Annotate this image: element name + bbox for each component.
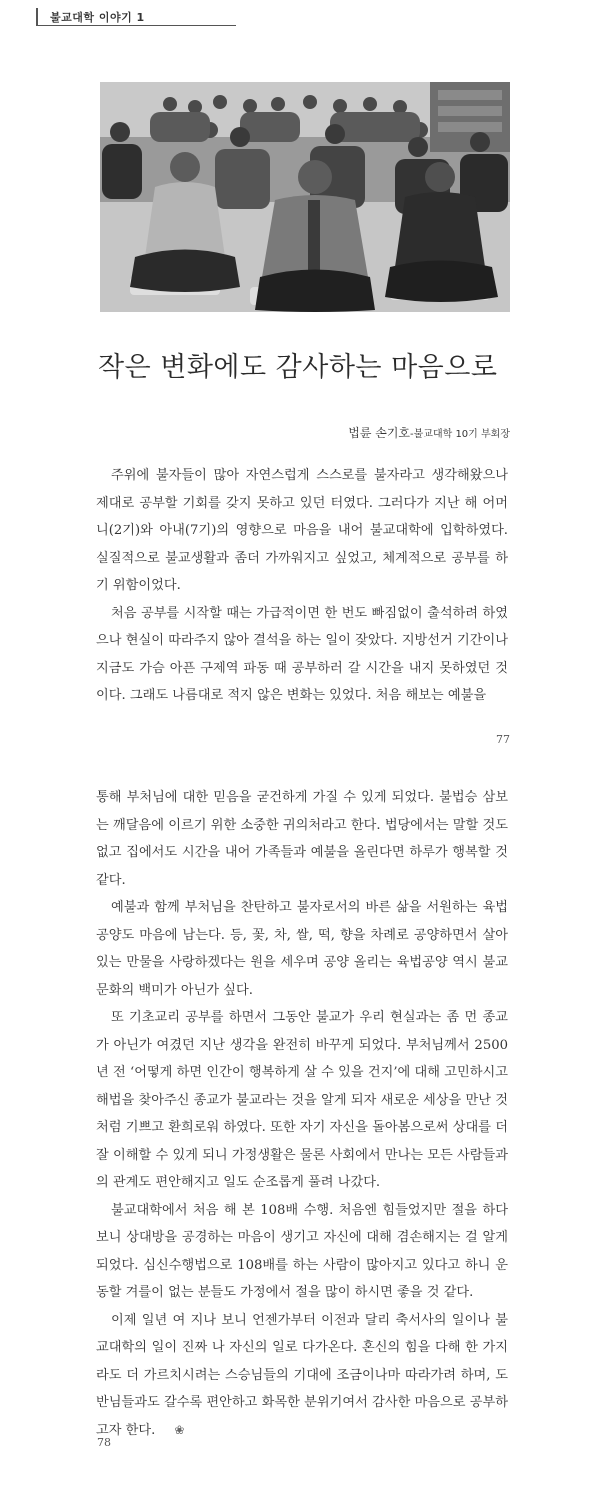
header-rule-vertical [36, 8, 38, 26]
lotus-icon: ❀ [174, 1422, 185, 1437]
header-rule-horizontal [36, 25, 236, 26]
byline-name: 법륜 손기호 [348, 426, 411, 440]
body-text-page-78 [96, 784, 508, 1444]
group-meditation-photo [100, 82, 510, 312]
paragraph: 또 기초교리 공부를 하면서 그동안 불교가 우리 현실과는 좀 먼 종교가 아닌가 여겼던 지난 생각을 완전히 바꾸게 되었다. 부처님께서 2500년 전 ‘어떻게 하면 인간이 행복하게 살 수 있을 건지’에 대해 고민하시고 해법을 찾아주신 종교가 불교라는 것을 알게 되자 새로운 세상을 만난 것처럼 기쁘고 환희로워 하였다. 또한 자기 자신을 돌아봄으로써 상대를 더 잘 이해할 수 있게 되니 가정생활은 물론 사회에서 만나는 모든 사람들과의 관계도 편안해지고 일도 순조롭게 풀려 나갔다. [96, 1010, 508, 1190]
page-number: 77 [496, 733, 510, 746]
paragraph: 예불과 함께 부처님을 찬탄하고 불자로서의 바른 삶을 서원하는 육법공양도 마음에 남는다. 등, 꽃, 차, 쌀, 떡, 향을 차례로 공양하면서 살아있는 만물을 사랑하겠다는 원을 세우며 공양 올리는 육법공양 역시 불교문화의 백미가 아닌가 싶다. [96, 900, 508, 998]
byline-role: -불교대학 10기 부회장 [410, 429, 510, 440]
paragraph: 불교대학에서 처음 해 본 108배 수행. 처음엔 힘들었지만 절을 하다보니 상대방을 공경하는 마음이 생기고 자신에 대해 겸손해지는 걸 알게 되었다. 심신수행법으로 108배를 하는 사람이 많아지고 있다고 하니 운동할 겨를이 없는 분들도 가정에서 절을 많이 하시면 좋을 것 같다. [96, 1202, 508, 1300]
paragraph-text: 이제 일년 여 지나 보니 언젠가부터 이전과 달리 축서사의 일이나 불교대학의 일이 진짜 나 자신의 일로 다가온다. 혼신의 힘을 다해 한 가지라도 더 가르치시려는 스승님들의 기대에 조금이나마 따라가려 하며, 도반님들과도 갈수록 편안하고 화목한 분위기여서 감사한 마음으로 공부하고자 한다. [96, 1312, 508, 1438]
paragraph: 처음 공부를 시작할 때는 가급적이면 한 번도 빠짐없이 출석하려 하였으나 현실이 따라주지 않아 결석을 하는 일이 잦았다. 지방선거 기간이나 지금도 가슴 아픈 구제역 파동 때 공부하러 갈 시간을 내지 못하였던 것이다. 그래도 나름대로 적지 않은 변화는 있었다. 처음 해보는 예불을 [96, 605, 508, 703]
byline [348, 424, 510, 441]
body-text-page-77 [96, 462, 508, 710]
paragraph: 주위에 불자들이 많아 자연스럽게 스스로를 불자라고 생각해왔으나 제대로 공부할 기회를 갖지 못하고 있던 터였다. 그러다가 지난 해 어머니(2기)와 아내(7기)의 영향으로 마음을 내어 불교대학에 입학하였다. 실질적으로 불교생활과 좀더 가까워지고 싶었고, 체계적으로 공부를 하기 위함이었다. [96, 468, 508, 593]
page-number: 78 [97, 1436, 111, 1449]
header-label: 불교대학 이야기 1 [50, 11, 145, 24]
section-header [36, 8, 236, 26]
paragraph: 통해 부처님에 대한 믿음을 굳건하게 가질 수 있게 되었다. 불법승 삼보는 깨달음에 이르기 위한 소중한 귀의처라고 한다. 법당에서는 말할 것도 없고 집에서도 시간을 내어 가족들과 예불을 올린다면 하루가 행복할 것 같다. [96, 790, 508, 888]
paragraph [96, 1307, 508, 1445]
article-title: 작은 변화에도 감사하는 마음으로 [98, 352, 498, 383]
